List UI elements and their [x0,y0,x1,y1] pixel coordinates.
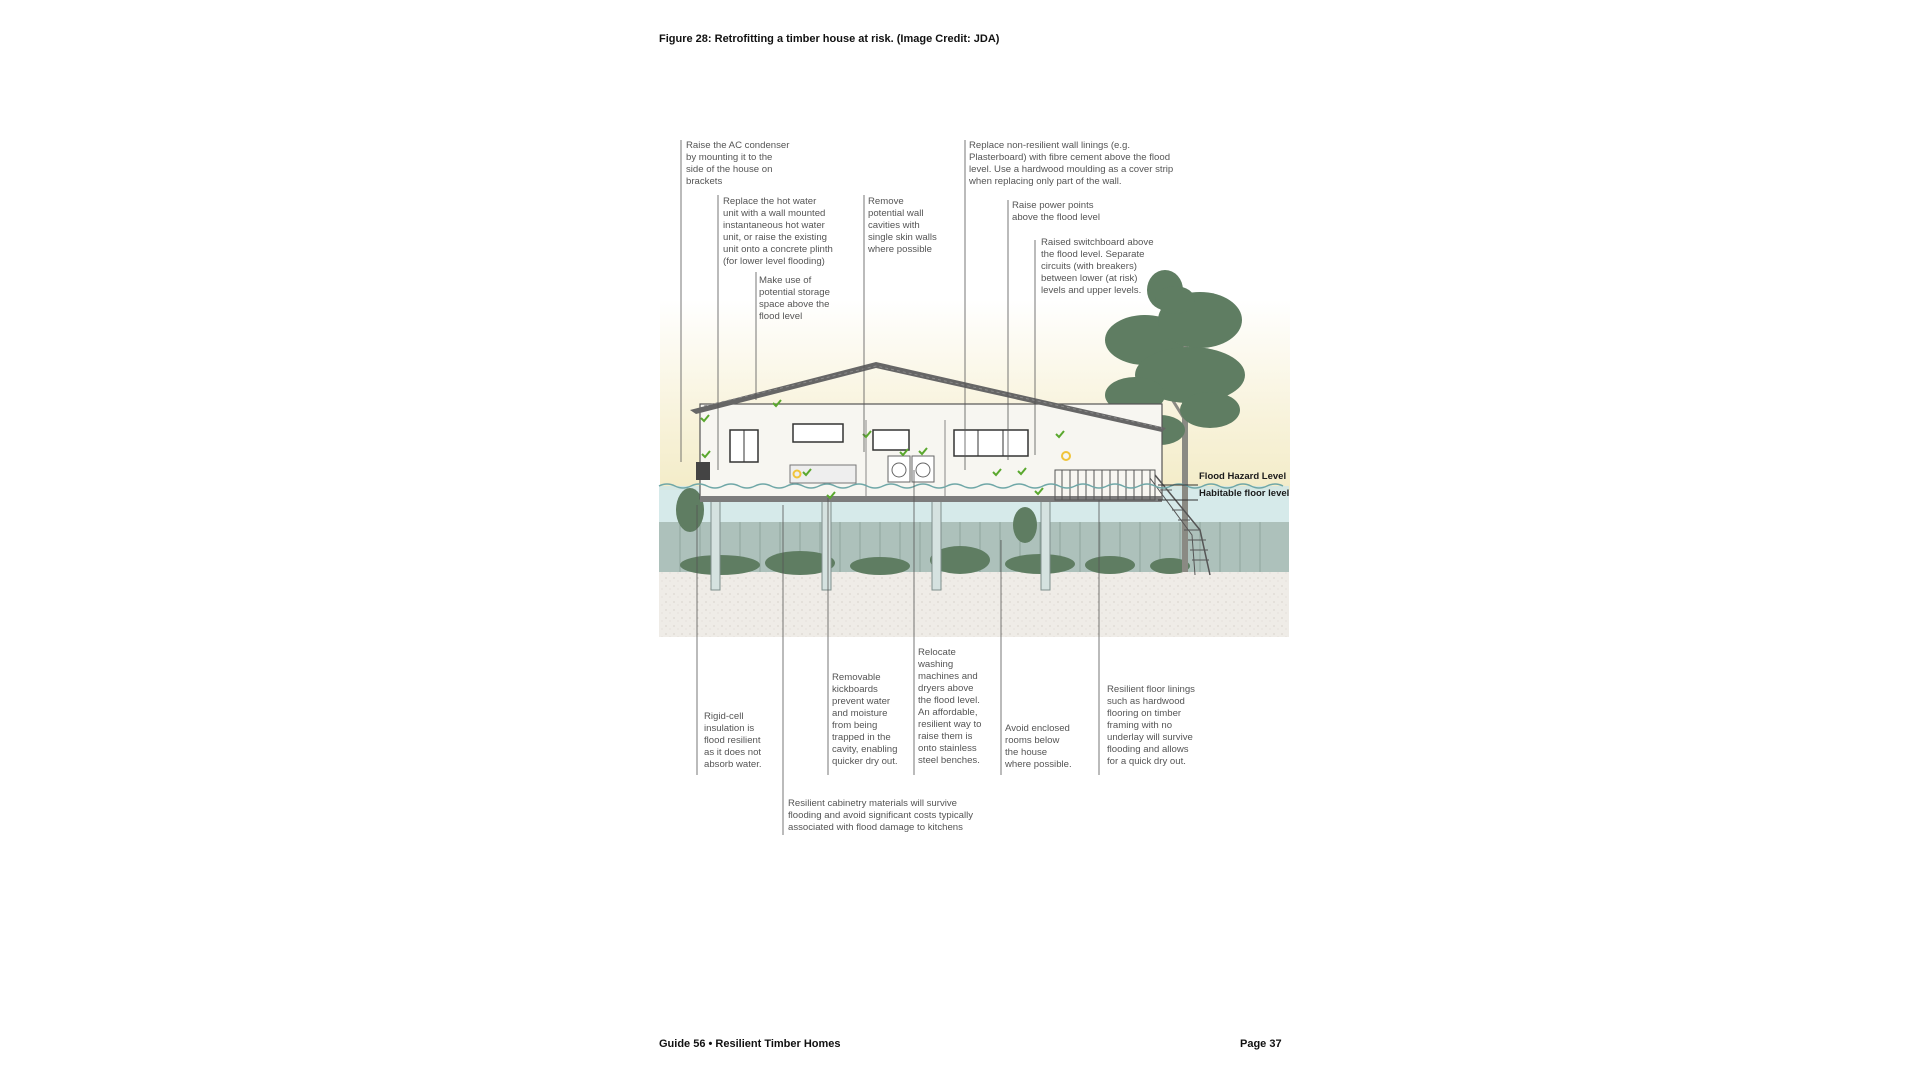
annotation-insulation: Rigid-cell insulation is flood resilient as it does not absorb water. [704,711,762,770]
annotation-wall-cavities: Remove potential wall cavities with single skin walls where possible [868,196,937,255]
ground [659,572,1289,637]
annotation-enclosed-rooms: Avoid enclosed rooms below the house where possible. [1005,723,1072,770]
habitable-floor-level-label: Habitable floor level [1199,488,1290,499]
annotation-washing-machines: Relocate washing machines and dryers above the flood level. An affordable, resilient way to raise them is onto stainless steel benches. [918,647,982,766]
annotation-switchboard: Raised switchboard above the flood level. Separate circuits (with breakers) between lower (at risk) levels and upper levels. [1041,237,1154,296]
annotation-floor-linings: Resilient floor linings such as hardwood flooring on timber framing with no underlay will survive flooding and allows for a quick dry out. [1107,684,1195,767]
footer-page-number: Page 37 [1240,1038,1282,1050]
figure-title: Figure 28: Retrofitting a timber house at risk. (Image Credit: JDA) [659,33,1000,45]
annotation-hot-water: Replace the hot water unit with a wall mounted instantaneous hot water unit, or raise the existing unit onto a concrete plinth (for lower level flooding) [723,196,833,267]
flood-hazard-level-label: Flood Hazard Level [1199,471,1287,482]
annotation-kickboards: Removable kickboards prevent water and moisture from being trapped in the cavity, enabling quicker dry out. [832,672,898,767]
annotation-cabinetry: Resilient cabinetry materials will survive flooding and avoid significant costs typically associated with flood damage to kitchens [788,798,974,833]
annotation-storage: Make use of potential storage space above the flood level [759,275,830,322]
annotation-power-points: Raise power points above the flood level [1012,200,1101,223]
annotation-ac-condenser: Raise the AC condenser by mounting it to the side of the house on brackets [686,140,790,187]
footer-guide-title: Guide 56 • Resilient Timber Homes [659,1038,841,1050]
annotation-wall-linings: Replace non-resilient wall linings (e.g. Plasterboard) with fibre cement above the flood level. Use a hardwood moulding as a cover strip when replacing only part of the wall. [969,140,1174,187]
